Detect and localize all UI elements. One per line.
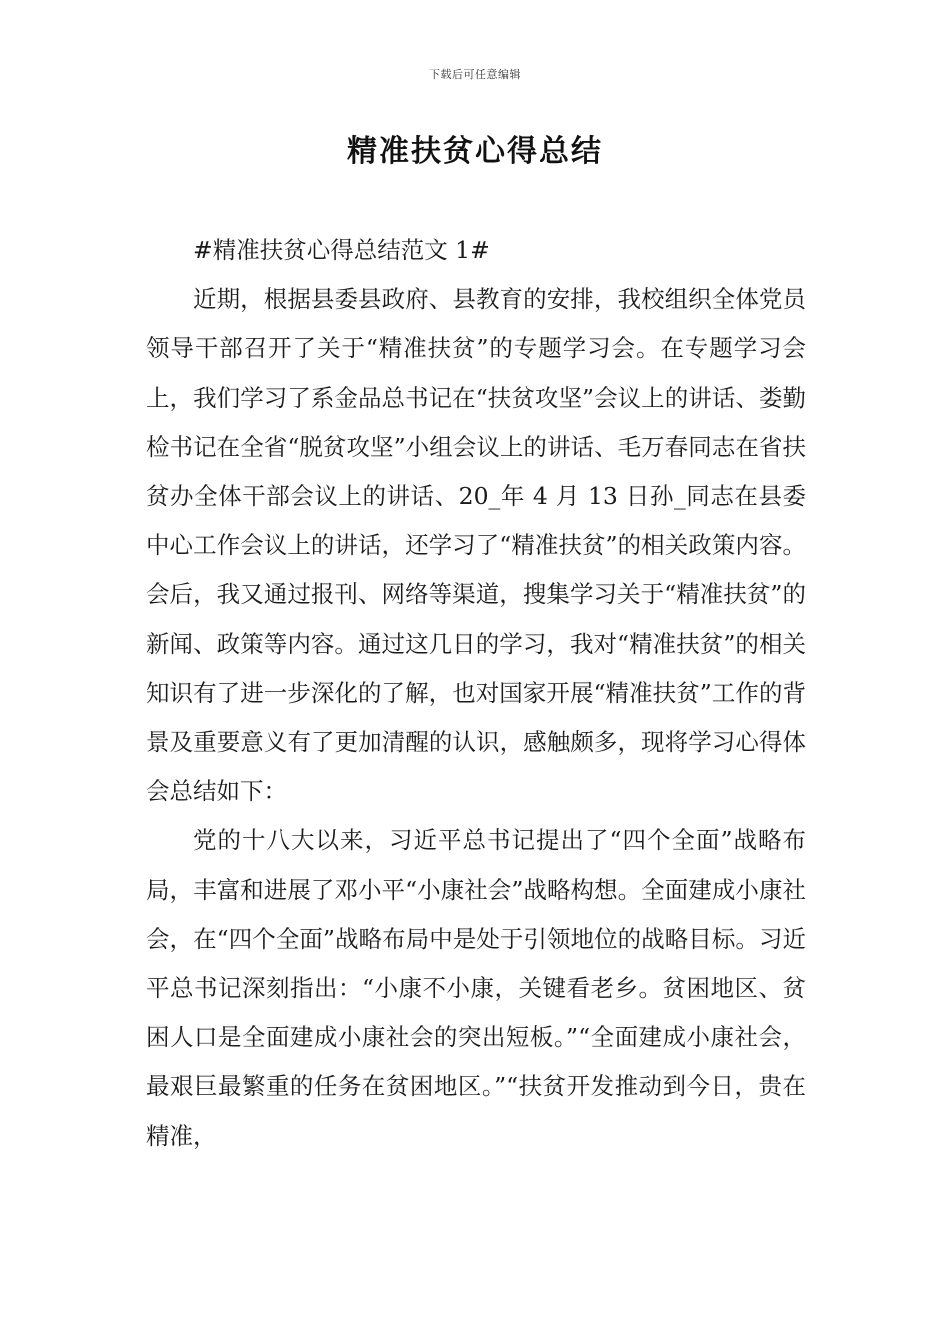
document-body: [146, 226, 806, 1161]
paragraph: 近期，根据县委县政府、县教育的安排，我校组织全体党员领导干部召开了关于“精准扶贫”的专题学习会。在专题学习会上，我们学习了系金品总书记在“扶贫攻坚”会议上的讲话、娄勤检书记在全省“脱贫攻坚”小组会议上的讲话、毛万春同志在省扶贫办全体干部会议上的讲话、20_年 4 月 13 日孙_同志在县委中心工作会议上的讲话，还学习了“精准扶贫”的相关政策内容。会后，我又通过报刊、网络等渠道，搜集学习关于“精准扶贫”的新闻、政策等内容。通过这几日的学习，我对“精准扶贫”的相关知识有了进一步深化的了解，也对国家开展“精准扶贫”工作的背景及重要意义有了更加清醒的认识，感触颇多，现将学习心得体会总结如下：: [146, 285, 806, 806]
section-heading: #精准扶贫心得总结范文 1#: [193, 236, 490, 264]
document-title: 精准扶贫心得总结: [347, 134, 603, 169]
header-note: 下载后可任意编辑: [429, 68, 521, 81]
paragraph: 党的十八大以来，习近平总书记提出了“四个全面”战略布局，丰富和进展了邓小平“小康社会”战略构想。全面建成小康社会，在“四个全面”战略布局中是处于引领地位的战略目标。习近平总书记深刻指出：“小康不小康，关键看老乡。贫困地区、贫困人口是全面建成小康社会的突出短板。”“全面建成小康社会，最艰巨最繁重的任务在贫困地区。”“扶贫开发推动到今日，贵在精准，: [146, 826, 806, 1150]
